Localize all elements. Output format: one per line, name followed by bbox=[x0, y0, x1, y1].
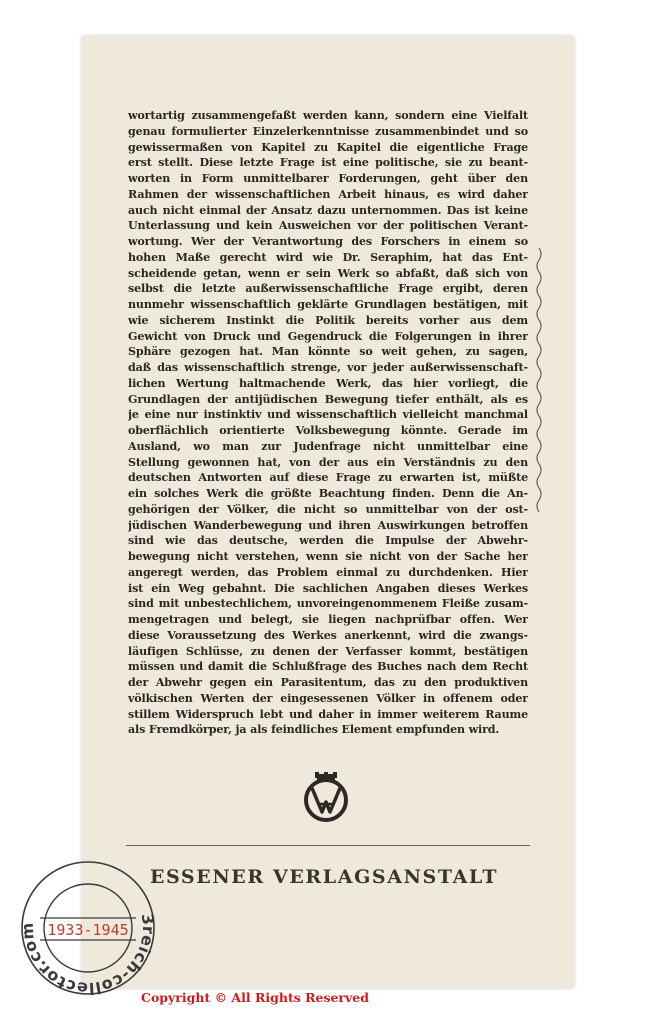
stamp-arc-text: 3reich-collector.com bbox=[18, 912, 158, 998]
text-line: je eine nur instinktiv und wissenschaftlich vielleicht manchmal bbox=[128, 408, 528, 422]
text-line: Sphäre gezogen hat. Man könnte so weit gehen, zu sagen, bbox=[128, 345, 528, 359]
text-line: Gewicht von Druck und Gegendruck die Folgerungen in ihrer bbox=[128, 329, 528, 343]
publisher-logo-icon bbox=[300, 770, 352, 824]
text-line: Stellung gewonnen hat, von der aus ein Verständnis zu den bbox=[128, 455, 528, 469]
watermark-stamp bbox=[18, 858, 158, 998]
text-line: nunmehr wissenschaftlich geklärte Grundlagen bestätigen, mit bbox=[128, 298, 528, 311]
text-line: Ausland, wo man zur Judenfrage nicht unmittelbar eine bbox=[128, 439, 528, 453]
text-line: selbst die letzte außerwissenschaftliche Frage ergibt, deren bbox=[128, 282, 528, 296]
text-line: ein solches Werk die größte Beachtung finden. Denn die An- bbox=[128, 487, 528, 500]
text-line: auch nicht einmal der Ansatz dazu unternommen. Das ist keine bbox=[128, 203, 528, 217]
text-line: Unterlassung und kein Ausweichen vor der politischen Verant- bbox=[128, 219, 528, 233]
text-line: scheidende getan, wenn er sein Werk so abfaßt, daß sich von bbox=[128, 266, 528, 280]
text-line: als Fremdkörper, ja als feindliches Element empfunden wird. bbox=[128, 723, 500, 737]
text-line: bewegung nicht verstehen, wenn sie nicht von der Sache her bbox=[128, 550, 528, 563]
text-line: wie sicherem Instinkt die Politik bereits vorher aus dem bbox=[128, 313, 528, 327]
text-line: jüdischen Wanderbewegung und ihren Auswirkungen betroffen bbox=[128, 518, 528, 532]
text-line: sind mit unbestechlichem, unvoreingenommenem Fleiße zusam- bbox=[128, 597, 528, 611]
text-line: der Abwehr gegen ein Parasitentum, das zu den produktiven bbox=[128, 676, 528, 689]
text-line: gehörigen der Völker, die nicht so unmittelbar von der ost- bbox=[128, 502, 528, 516]
text-line: Grundlagen der antijüdischen Bewegung tiefer enthält, als es bbox=[128, 392, 528, 406]
text-line: sind wie das deutsche, werden die Impulse der Abwehr- bbox=[128, 534, 528, 548]
text-line: gewissermaßen von Kapitel zu Kapitel die eigentliche Frage bbox=[128, 140, 528, 154]
stamp-years: 1933-1945 bbox=[47, 921, 129, 939]
text-line: daß das wissenschaftlich strenge, vor jeder außerwissenschaft- bbox=[128, 361, 528, 374]
text-line: läufigen Schlüsse, zu denen der Verfasser kommt, bestätigen bbox=[128, 644, 528, 658]
text-line: genau formulierter Einzelerkenntnisse zusammenbindet und so bbox=[128, 124, 528, 138]
text-line: müssen und damit die Schlußfrage des Buches nach dem Recht bbox=[128, 660, 528, 674]
text-line: deutschen Antworten auf diese Frage zu erwarten ist, müßte bbox=[128, 471, 528, 485]
text-line: hohen Maße gerecht wird wie Dr. Seraphim, hat das Ent- bbox=[128, 250, 528, 264]
text-line: erst stellt. Diese letzte Frage ist eine politische, sie zu beant- bbox=[128, 156, 528, 170]
copyright-notice: Copyright © All Rights Reserved bbox=[141, 990, 369, 1005]
text-line: stillem Widerspruch lebt und daher in immer weiterem Raume bbox=[128, 707, 528, 721]
publisher-name: ESSENER VERLAGSANSTALT bbox=[149, 866, 499, 888]
text-line: lichen Wertung haltmachende Werk, das hier vorliegt, die bbox=[128, 376, 528, 390]
margin-wavy-line bbox=[534, 248, 544, 518]
divider-rule bbox=[126, 845, 530, 846]
text-line: Rahmen der wissenschaftlichen Arbeit hinaus, es wird daher bbox=[128, 187, 528, 201]
text-line: völkischen Werten der eingesessenen Völker in offenem oder bbox=[128, 691, 528, 705]
text-line: ist ein Weg gebahnt. Die sachlichen Angaben dieses Werkes bbox=[128, 581, 528, 595]
text-line: mengetragen und belegt, sie liegen nachprüfbar offen. Wer bbox=[128, 613, 528, 626]
text-line: wortartig zusammengefaßt werden kann, sondern eine Vielfalt bbox=[128, 109, 528, 122]
text-line: oberflächlich orientierte Volksbewegung könnte. Gerade im bbox=[128, 424, 528, 437]
text-line: wortung. Wer der Verantwortung des Forschers in einem so bbox=[128, 235, 528, 248]
body-text bbox=[128, 108, 528, 738]
text-line: worten in Form unmittelbarer Forderungen, geht über den bbox=[128, 172, 528, 185]
text-line: angeregt werden, das Problem einmal zu durchdenken. Hier bbox=[128, 565, 528, 579]
text-line: diese Voraussetzung des Werkes anerkennt, wird die zwangs- bbox=[128, 628, 528, 642]
